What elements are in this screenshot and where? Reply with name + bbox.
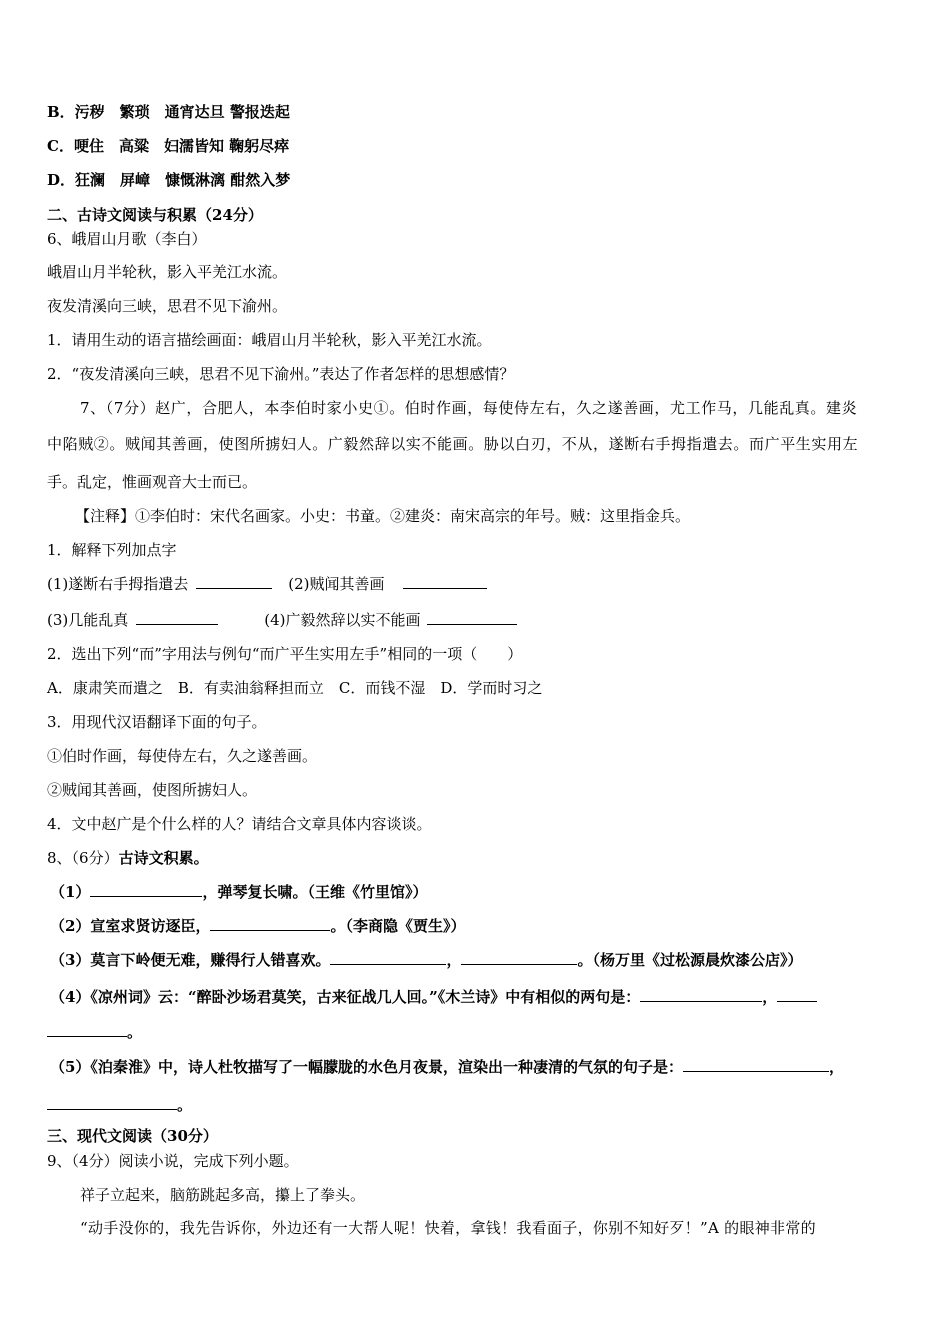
q7-1-item-4: (4)广毅然辞以实不能画 <box>264 611 421 629</box>
q6-poem-line-2: 夜发清溪向三峡，思君不见下渝州。 <box>47 297 288 315</box>
answer-blank[interactable] <box>427 609 517 625</box>
option-d: D．狂澜 屏嶂 慷慨淋漓 酣然入梦 <box>47 171 291 189</box>
answer-blank[interactable] <box>136 609 218 625</box>
q8-title-bold: 古诗文积累。 <box>118 849 209 867</box>
q7-note: 【注释】①李伯时：宋代名画家。小史：书童。②建炎：南宋高宗的年号。贼：这里指金兵。 <box>75 507 691 525</box>
q9-title: 9、（4分）阅读小说，完成下列小题。 <box>47 1152 299 1170</box>
q8-3-text: （3）莫言下岭便无难，赚得行人错喜欢。 <box>50 951 331 969</box>
q6-question-1: 1．请用生动的语言描绘画面：峨眉山月半轮秋，影入平羌江水流。 <box>47 331 492 349</box>
q6-title: 6、峨眉山月歌（李白） <box>47 230 207 248</box>
q8-title <box>47 848 910 868</box>
answer-blank[interactable] <box>210 915 330 931</box>
q8-3-source: 。（杨万里《过松源晨炊漆公店》） <box>577 951 803 969</box>
q8-4-comma: ， <box>762 988 778 1006</box>
q8-line-3 <box>50 949 910 970</box>
answer-blank[interactable] <box>683 1056 829 1072</box>
q8-title-prefix: 8、（6分） <box>47 849 119 867</box>
q8-1-label: （1） <box>50 883 91 901</box>
q6-poem-line-1: 峨眉山月半轮秋，影入平羌江水流。 <box>47 263 288 281</box>
q8-2-text: （2）宣室求贤访逐臣， <box>50 917 211 935</box>
q8-5-comma: ， <box>828 1058 844 1076</box>
q8-line-4-cont <box>47 1021 910 1042</box>
section-heading-3: 三、现代文阅读（30分） <box>47 1127 218 1145</box>
section-heading-2: 二、古诗文阅读与积累（24分） <box>47 206 263 224</box>
q7-question-2: 2．选出下列“而”字用法与例句“而广平生实用左手”相同的一项（ ） <box>47 645 523 663</box>
q7-1-item-3: (3)几能乱真 <box>47 611 129 629</box>
answer-blank[interactable] <box>777 986 817 1002</box>
q8-2-source: 。（李商隐《贾生》） <box>330 917 466 935</box>
q7-question-3-sentence-1: ①伯时作画，每使侍左右，久之遂善画。 <box>47 747 318 765</box>
q7-question-3-sentence-2: ②贼闻其善画，使图所掳妇人。 <box>47 781 258 799</box>
answer-blank[interactable] <box>47 1094 177 1110</box>
q8-4-text: （4）《凉州词》云：“醉卧沙场君莫笑，古来征战几人回。”《木兰诗》中有相似的两句是： <box>50 988 641 1006</box>
q8-5-text: （5）《泊秦淮》中，诗人杜牧描写了一幅朦胧的水色月夜景，渲染出一种凄清的气氛的句子是： <box>50 1058 683 1076</box>
q8-5-end: 。 <box>177 1096 193 1114</box>
q7-para-line-1: 7、（7分）赵广，合肥人，本李伯时家小史①。伯时作画，每使侍左右，久之遂善画，尤工作马，几能乱真。建炎 <box>80 399 858 417</box>
answer-blank[interactable] <box>47 1021 127 1037</box>
q7-1-item-1: (1)遂断右手拇指遣去 <box>47 575 189 593</box>
q8-line-1 <box>50 881 910 902</box>
answer-blank[interactable] <box>330 949 446 965</box>
answer-blank[interactable] <box>640 986 762 1002</box>
q9-para-2: “动手没你的，我先告诉你，外边还有一大帮人呢！快着，拿钱！我看面子，你别不知好歹！”A 的眼神非常的 <box>80 1219 816 1237</box>
q7-question-1: 1．解释下列加点字 <box>47 541 177 559</box>
q8-line-5-cont <box>47 1094 910 1115</box>
q8-line-5 <box>50 1056 910 1077</box>
option-c: C．哽住 高粱 妇濡皆知 鞠躬尽瘁 <box>47 137 290 155</box>
q7-para-line-2: 中陷贼②。贼闻其善画，使图所掳妇人。广毅然辞以实不能画。胁以白刃，不从，遂断右手拇指遣去。而广平生实用左 <box>47 435 859 453</box>
q8-1-text: ，弹琴复长啸。（王维《竹里馆》） <box>202 883 428 901</box>
q8-3-comma: ， <box>446 951 462 969</box>
q7-1-item-2: (2)贼闻其善画 <box>288 575 385 593</box>
option-b: B．污秽 繁琐 通宵达旦 警报迭起 <box>47 103 290 121</box>
q7-question-2-options: A．康肃笑而遣之 B．有卖油翁释担而立 C．而钱不湿 D．学而时习之 <box>47 679 543 697</box>
q8-line-2 <box>50 915 910 936</box>
q6-question-2: 2．“夜发清溪向三峡，思君不见下渝州。”表达了作者怎样的思想感情？ <box>47 365 515 383</box>
q7-para-line-3: 手。乱定，惟画观音大士而已。 <box>47 473 258 491</box>
answer-blank[interactable] <box>90 881 202 897</box>
answer-blank[interactable] <box>403 573 487 589</box>
answer-blank[interactable] <box>196 573 272 589</box>
q7-question-1-row-2 <box>47 609 910 630</box>
q9-para-1: 祥子立起来，脑筋跳起多高，攥上了拳头。 <box>80 1186 366 1204</box>
q7-question-1-row-1 <box>47 573 910 594</box>
q7-question-3: 3．用现代汉语翻译下面的句子。 <box>47 713 267 731</box>
answer-blank[interactable] <box>461 949 577 965</box>
q8-4-end: 。 <box>127 1023 143 1041</box>
q7-question-4: 4．文中赵广是个什么样的人？请结合文章具体内容谈谈。 <box>47 815 432 833</box>
q8-line-4 <box>50 986 910 1007</box>
